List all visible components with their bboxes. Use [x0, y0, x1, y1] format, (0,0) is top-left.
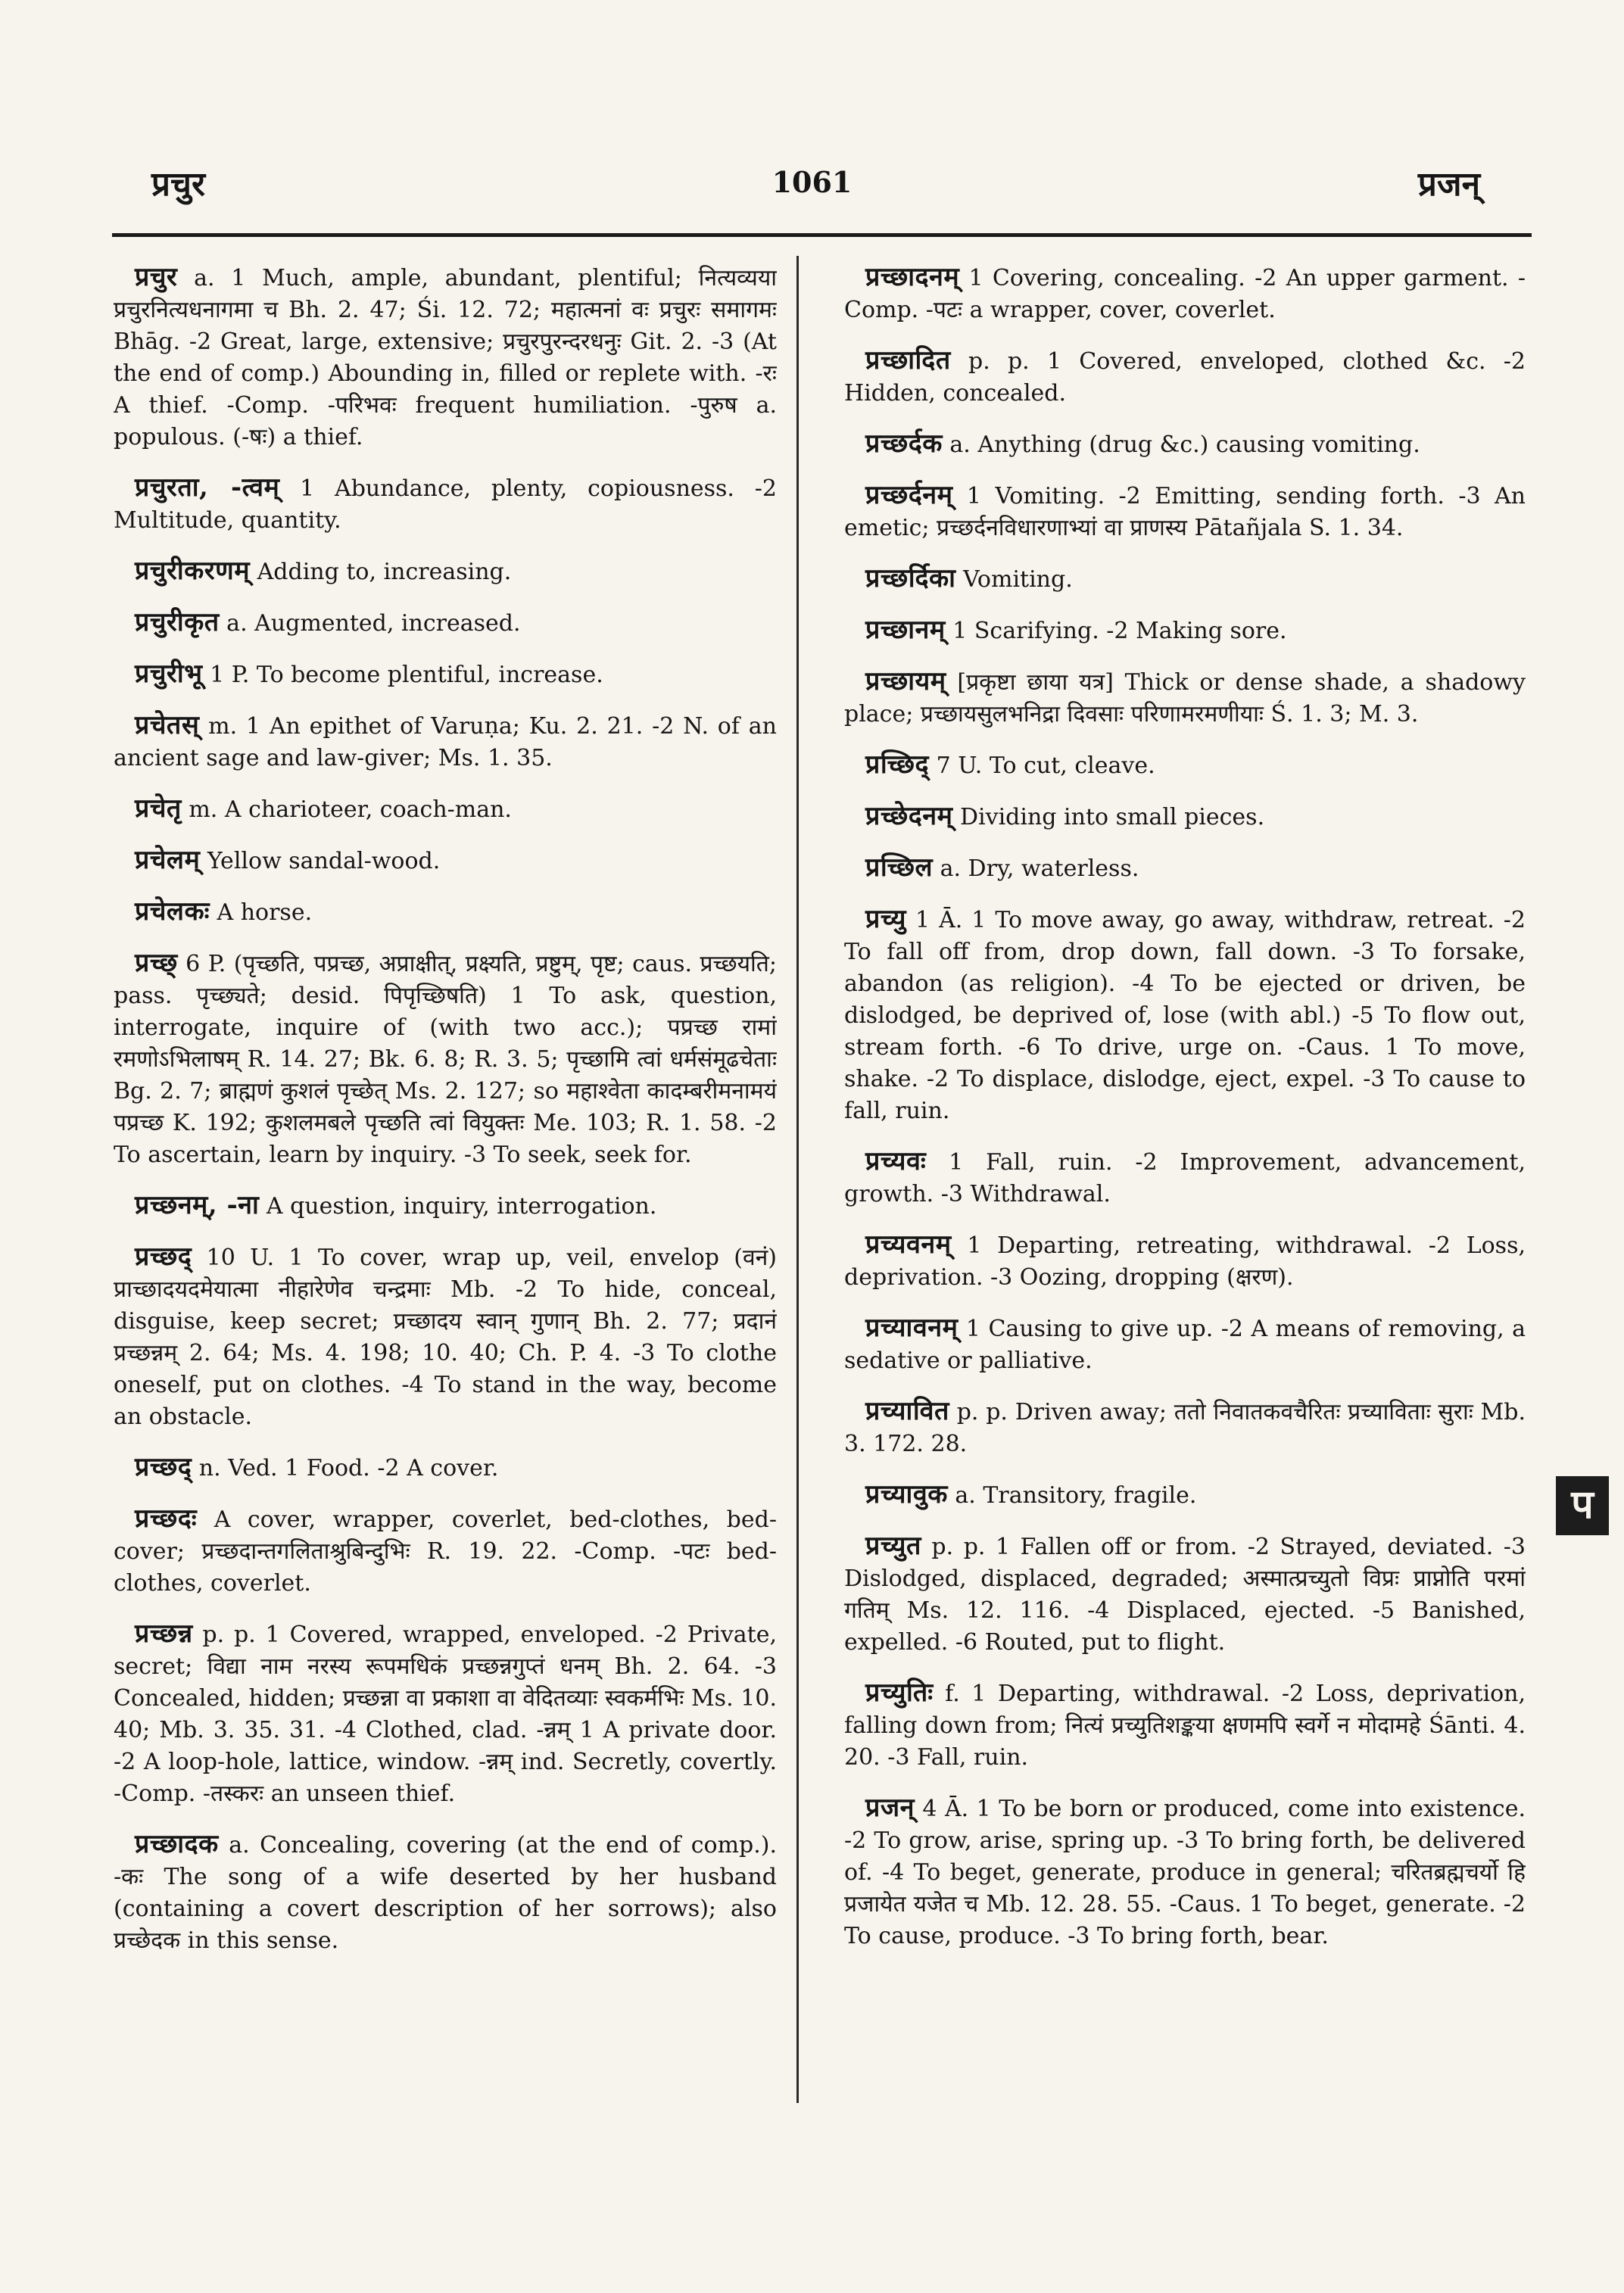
entry-headword: प्रच्छायम् [865, 666, 946, 696]
entry-headword: प्रच्छिल [865, 852, 934, 883]
entry-definition: p. p. 1 Covered, enveloped, clothed &c. -2 Hidden, concealed. [844, 348, 1526, 407]
entry-headword: प्रचेलकः [135, 896, 210, 927]
page-number: 1061 [771, 165, 853, 199]
running-head-right: प्रजन् [1417, 165, 1480, 204]
entry-headword: प्रच्छ् [135, 948, 178, 978]
dictionary-entry [114, 896, 777, 929]
entry-headword: प्रच्यावित [865, 1396, 949, 1426]
entry-definition: a. Concealing, covering (at the end of comp.). -कः The song of a wife deserted by her husband (containing a covert description of her sorrows); also प्रच्छेदक in this sense. [114, 1832, 777, 1954]
entry-definition: Dividing into small pieces. [952, 804, 1265, 830]
dictionary-entry [844, 479, 1526, 544]
entry-headword: प्रच्छानम् [865, 615, 946, 645]
entry-definition: 7 U. To cut, cleave. [929, 752, 1155, 779]
entry-definition: 1 Causing to give up. -2 A means of removing, a sedative or palliative. [844, 1316, 1526, 1374]
dictionary-entry [114, 793, 777, 826]
entry-definition: 1 Ā. 1 To move away, go away, withdraw, retreat. -2 To fall off from, drop down, fall down. -3 To forsake, abandon (as religion). -4 To be ejected or driven, be dislodged, be deprived of, lose (with abl.) -5 To flow out, stream forth. -6 To drive, urge on. -Caus. 1 To move, shake. -2 To displace, dislodge, eject, expel. -3 To cause to fall, ruin. [844, 907, 1526, 1124]
entry-definition: 4 Ā. 1 To be born or produced, come into existence. -2 To grow, arise, spring up. -3 To bring forth, be delivered of. -4 To beget, generate, produce in general; चरितब्रह्मचर्यो हि प्रजायेत यजेत च Mb. 12. 28. 55. -Caus. 1 To beget, generate. -2 To cause, produce. -3 To bring forth, bear. [844, 1796, 1526, 1949]
entry-definition: a. 1 Much, ample, abundant, plentiful; नित्यव्यया प्रचुरनित्यधनागमा च Bh. 2. 47; Śi. 12. 72; महात्मनां वः प्रचुरः समागमः Bhāg. -2 Great, large, extensive; प्रचुरपुरन्दरधनुः Git. 2. -3 (At the end of comp.) Abounding in, filled or replete with. -रः A thief. -Comp. -परिभवः frequent humiliation. -पुरुष a. populous. (-षः) a thief. [114, 265, 777, 450]
entry-headword: प्रचेलम् [135, 845, 201, 875]
dictionary-entry [844, 1792, 1526, 1952]
dictionary-entry [114, 1503, 777, 1600]
entry-definition: a. Anything (drug &c.) causing vomiting. [942, 431, 1420, 458]
entry-headword: प्रचेतस् [135, 710, 200, 740]
entry-headword: प्रच्छेदनम् [865, 801, 953, 831]
dictionary-entry [844, 1145, 1526, 1210]
entry-definition: A horse. [209, 899, 313, 926]
entry-headword: प्रच्छर्दक [865, 428, 943, 459]
entry-headword: प्रचुरीभू [135, 659, 203, 689]
entry-headword: प्रच्छादनम् [865, 262, 960, 292]
thumb-index-tab: प [1556, 1476, 1609, 1535]
dictionary-entry [844, 852, 1526, 885]
entry-headword: प्रचुरीकृत [135, 607, 220, 637]
entry-definition: A cover, wrapper, coverlet, bed-clothes, bed-cover; प्रच्छदान्तगलिताश्रुबिन्दुभिः R. 19. 22. -Comp. -पटः bed-clothes, coverlet. [114, 1506, 777, 1597]
dictionary-entry [844, 1229, 1526, 1294]
entry-definition: A question, inquiry, interrogation. [259, 1193, 657, 1220]
entry-headword: प्रच्यवनम् [865, 1229, 952, 1260]
entry-definition: 1 Scarifying. -2 Making sore. [945, 618, 1287, 644]
entry-definition: p. p. 1 Covered, wrapped, enveloped. -2 Private, secret; विद्या नाम नरस्य रूपमधिकं प्रच्छन्नगुप्तं धनम् Bh. 2. 64. -3 Concealed, hidden; प्रच्छन्ना वा प्रकाशा वा वेदितव्याः स्वकर्मभिः Ms. 10. 40; Mb. 3. 35. 31. -4 Clothed, clad. -न्नम् 1 A private door. -2 A loop-hole, lattice, window. -न्नम् ind. Secretly, covertly. -Comp. -तस्करः an unseen thief. [114, 1622, 777, 1807]
dictionary-entry [844, 1395, 1526, 1460]
entry-headword: प्रचुरीकरणम् [135, 556, 251, 586]
entry-headword: प्रच्छर्दिका [865, 563, 956, 594]
entry-definition: 10 U. 1 To cover, wrap up, veil, envelop (वनं) प्राच्छादयदमेयात्मा नीहारेणेव चन्द्रमाः Mb. -2 To hide, conceal, disguise, keep secret; प्रच्छादय स्वान् गुणान् Bh. 2. 77; प्रदानं प्रच्छन्नम् 2. 64; Ms. 4. 198; 10. 40; Ch. P. 4. -3 To clothe oneself, put on clothes. -4 To stand in the way, become an obstacle. [114, 1245, 777, 1430]
entry-definition: Vomiting. [955, 566, 1073, 593]
dictionary-entry [114, 1241, 777, 1433]
dictionary-entry [114, 658, 777, 691]
dictionary-entry [844, 749, 1526, 782]
entry-headword: प्रच्युत [865, 1531, 921, 1561]
left-column [114, 261, 777, 2093]
dictionary-entry [114, 1189, 777, 1223]
entry-definition: 1 Vomiting. -2 Emitting, sending forth. -3 An emetic; प्रच्छर्दनविधारणाभ्यां वा प्राणस्य Pātañjala S. 1. 34. [844, 483, 1526, 541]
entry-definition: Yellow sandal-wood. [200, 848, 441, 874]
entry-headword: प्रच्छद् [135, 1452, 192, 1482]
entry-definition: [प्रकृष्टा छाया यत्र] Thick or dense shade, a shadowy place; प्रच्छायसुलभनिद्रा दिवसाः परिणामरमणीयाः Ś. 1. 3; M. 3. [844, 669, 1526, 727]
entry-headword: प्रच्यु [865, 904, 907, 934]
entry-headword: प्रच्युतिः [865, 1678, 934, 1708]
entry-definition: p. p. 1 Fallen off or from. -2 Strayed, deviated. -3 Dislodged, displaced, degraded; अस्मात्प्रच्युतो विप्रः प्राप्नोति परमां गतिम् Ms. 12. 116. -4 Displaced, ejected. -5 Banished, expelled. -6 Routed, put to flight. [844, 1534, 1526, 1656]
dictionary-entry [844, 903, 1526, 1127]
entry-headword: प्रच्यावुक [865, 1479, 948, 1509]
dictionary-entry [844, 261, 1526, 326]
entry-headword: प्रचुर [135, 262, 178, 292]
dictionary-entry [114, 555, 777, 588]
entry-headword: प्रचेतृ [135, 793, 182, 824]
dictionary-entry [114, 947, 777, 1171]
dictionary-entry [114, 261, 777, 453]
running-head-left: प्रचुर [151, 165, 205, 204]
entry-definition: 1 Covering, concealing. -2 An upper garment. -Comp. -पटः a wrapper, cover, coverlet. [844, 265, 1526, 323]
entry-definition: a. Augmented, increased. [219, 610, 521, 637]
entry-definition: p. p. Driven away; ततो निवातकवचैरितः प्रच्याविताः सुराः Mb. 3. 172. 28. [844, 1399, 1526, 1457]
entry-definition: a. Dry, waterless. [933, 855, 1139, 882]
dictionary-entry [844, 1312, 1526, 1377]
entry-headword: प्रच्छन्न [135, 1618, 193, 1649]
entry-definition: a. Transitory, fragile. [947, 1482, 1197, 1509]
dictionary-entry [844, 428, 1526, 461]
dictionary-entry [114, 1451, 777, 1485]
entry-definition: m. A charioteer, coach-man. [181, 796, 512, 823]
entry-definition: f. 1 Departing, withdrawal. -2 Loss, deprivation, falling down from; नित्यं प्रच्युतिशङ्कया क्षणमपि स्वर्गे न मोदामहे Śānti. 4. 20. -3 Fall, ruin. [844, 1681, 1526, 1771]
header-rule [112, 233, 1532, 237]
entry-definition: n. Ved. 1 Food. -2 A cover. [192, 1455, 499, 1481]
entry-headword: प्रच्छद् [135, 1242, 192, 1272]
entry-definition: m. 1 An epithet of Varuṇa; Ku. 2. 21. -2 N. of an ancient sage and law-giver; Ms. 1. 35. [114, 713, 777, 771]
dictionary-entry [844, 614, 1526, 647]
dictionary-entry [844, 562, 1526, 596]
entry-definition: 1 Departing, retreating, withdrawal. -2 Loss, deprivation. -3 Oozing, dropping (क्षरण). [844, 1232, 1526, 1291]
dictionary-entry [844, 665, 1526, 731]
entry-definition: 6 P. (पृच्छति, पप्रच्छ, अप्राक्षीत्, प्रक्ष्यति, प्रष्टुम्, पृष्ट; caus. प्रच्छयति; pass. पृच्छ्यते; desid. पिपृच्छिषति) 1 To ask, question, interrogate, inquire of (with two acc.); पप्रच्छ रामां रमणोऽभिलाषम् R. 14. 27; Bk. 6. 8; R. 3. 5; पृच्छामि त्वां धर्मसंमूढचेताः Bg. 2. 7; ब्राह्मणं कुशलं पृच्छेत् Ms. 2. 127; so महाश्वेता कादम्बरीमनामयं पप्रच्छ K. 192; कुशलमबले पृच्छति त्वां वियुक्तः Me. 103; R. 1. 58. -2 To ascertain, learn by inquiry. -3 To seek, seek for. [114, 951, 777, 1168]
dictionary-entry [844, 344, 1526, 410]
right-column [844, 261, 1526, 2093]
dictionary-entry [844, 1530, 1526, 1659]
dictionary-entry [844, 1677, 1526, 1774]
dictionary-entry [114, 709, 777, 774]
entry-headword: प्रच्छनम्, -ना [135, 1190, 260, 1220]
entry-headword: प्रच्यवः [865, 1146, 927, 1176]
entry-headword: प्रजन् [865, 1793, 915, 1823]
dictionary-entry [114, 1828, 777, 1957]
entry-headword: प्रचुरता, -त्वम् [135, 472, 280, 503]
entry-definition: 1 Abundance, plenty, copiousness. -2 Multitude, quantity. [114, 475, 777, 534]
dictionary-entry [844, 800, 1526, 833]
dictionary-entry [844, 1478, 1526, 1512]
entry-definition: Adding to, increasing. [250, 559, 512, 585]
entry-headword: प्रच्छिद् [865, 749, 930, 780]
entry-headword: प्रच्यावनम् [865, 1313, 959, 1343]
dictionary-entry [114, 472, 777, 537]
column-divider [796, 256, 799, 2103]
dictionary-entry [114, 844, 777, 877]
dictionary-entry [114, 606, 777, 640]
entry-headword: प्रच्छादक [135, 1829, 219, 1859]
entry-definition: 1 Fall, ruin. -2 Improvement, advancement, growth. -3 Withdrawal. [844, 1149, 1526, 1207]
entry-headword: प्रच्छर्दनम् [865, 480, 953, 510]
dictionary-entry [114, 1618, 777, 1810]
entry-headword: प्रच्छदः [135, 1503, 198, 1534]
entry-headword: प्रच्छादित [865, 345, 951, 375]
entry-definition: 1 P. To become plentiful, increase. [202, 662, 603, 688]
